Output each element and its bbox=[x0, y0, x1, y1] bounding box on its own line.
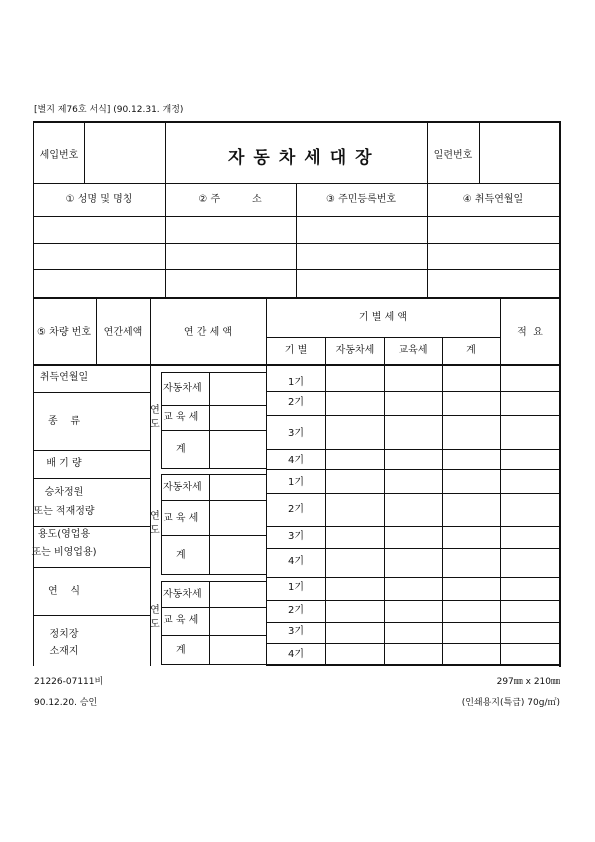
period-tax-header: 기 별 세 액 bbox=[358, 312, 408, 323]
owner-name-header: ① 성명 및 명칭 bbox=[65, 194, 133, 205]
capacity-label-line2: 또는 적재정량 bbox=[33, 506, 95, 517]
period-4-label: 4기 bbox=[287, 649, 305, 660]
approval-date: 90.12.20. 승인 bbox=[34, 698, 98, 708]
capacity-label-line1: 승차정원 bbox=[44, 487, 84, 498]
period-3-label: 3기 bbox=[287, 626, 305, 637]
education-tax-header: 교육세 bbox=[398, 345, 428, 356]
usage-label-line1: 용도(영업용 bbox=[37, 529, 91, 540]
serial-number-label: 일련번호 bbox=[433, 150, 473, 161]
total-item: 계 bbox=[176, 645, 186, 656]
annual-tax-header: 연간세액 bbox=[103, 327, 143, 338]
car-tax-header: 자동차세 bbox=[335, 345, 375, 356]
acquisition-date-label: 취득연월일 bbox=[39, 372, 89, 383]
form-title: 자동차세대장 bbox=[228, 148, 381, 168]
plate-number-header: ⑤ 차량 번호 bbox=[37, 327, 91, 338]
year-label: 연 도 bbox=[150, 405, 160, 430]
period-2-label: 2기 bbox=[287, 504, 305, 515]
period-4-label: 4기 bbox=[287, 455, 305, 466]
form-header-note: [별지 제76호 서식] (90.12.31. 개정) bbox=[34, 105, 184, 115]
paper-size: 297㎜ x 210㎜ bbox=[496, 677, 560, 687]
acquisition-date-header: ④ 취득연월일 bbox=[462, 194, 524, 205]
period-4-label: 4기 bbox=[287, 556, 305, 567]
period-3-label: 3기 bbox=[287, 531, 305, 542]
vehicle-type-label: 종 류 bbox=[47, 416, 81, 427]
owner-address-header: ② 주 소 bbox=[198, 194, 262, 205]
garage-label-line2: 소재지 bbox=[49, 646, 79, 657]
resident-number-header: ③ 주민등록번호 bbox=[325, 194, 397, 205]
period-2-label: 2기 bbox=[287, 397, 305, 408]
model-year-label: 연 식 bbox=[47, 586, 81, 597]
annual-tax-wide-header: 연 간 세 액 bbox=[183, 327, 233, 338]
car-tax-item: 자동차세 bbox=[163, 482, 202, 493]
period-3-label: 3기 bbox=[287, 428, 305, 439]
remarks-header: 적 요 bbox=[517, 327, 543, 338]
form-number: 21226-07111비 bbox=[34, 677, 104, 687]
year-label: 연 도 bbox=[150, 605, 160, 630]
paper-spec: (인쇄용지(특급) 70g/㎡) bbox=[461, 698, 560, 708]
education-tax-item: 교 육 세 bbox=[163, 513, 199, 524]
total-header: 계 bbox=[466, 345, 476, 356]
tax-number-label: 세입번호 bbox=[39, 150, 79, 161]
year-label: 연 도 bbox=[150, 511, 160, 536]
displacement-label: 배 기 량 bbox=[46, 458, 82, 469]
total-item: 계 bbox=[176, 444, 186, 455]
car-tax-item: 자동차세 bbox=[163, 383, 202, 394]
period-1-label: 1기 bbox=[287, 377, 305, 388]
education-tax-item: 교 육 세 bbox=[163, 412, 199, 423]
usage-label-line2: 또는 비영업용) bbox=[31, 547, 97, 558]
garage-label-line1: 정치장 bbox=[49, 629, 79, 640]
total-item: 계 bbox=[176, 550, 186, 561]
period-1-label: 1기 bbox=[287, 477, 305, 488]
period-1-label: 1기 bbox=[287, 582, 305, 593]
period-2-label: 2기 bbox=[287, 605, 305, 616]
education-tax-item: 교 육 세 bbox=[163, 615, 199, 626]
period-header: 기 별 bbox=[284, 345, 308, 356]
car-tax-item: 자동차세 bbox=[163, 589, 202, 600]
